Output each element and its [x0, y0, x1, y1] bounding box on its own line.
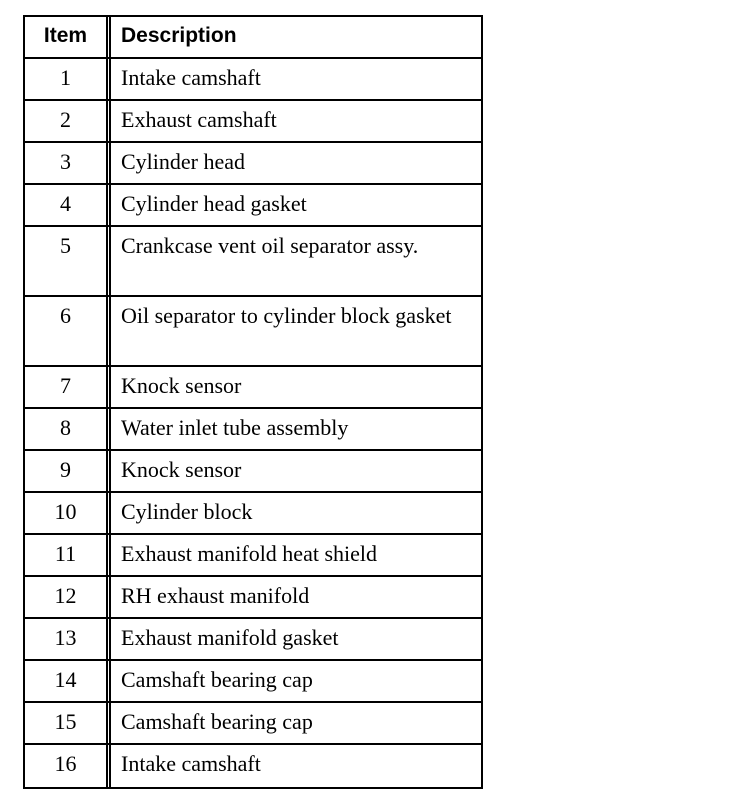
table-row [25, 493, 481, 535]
item-number: 15 [25, 703, 111, 743]
item-description: Oil separator to cylinder block gasket [121, 303, 452, 328]
item-description: Crankcase vent oil separator assy. [121, 233, 419, 258]
table-row [25, 227, 481, 297]
table-row [25, 143, 481, 185]
item-number: 10 [25, 493, 111, 533]
item-number: 2 [25, 101, 111, 141]
item-number: 4 [25, 185, 111, 225]
table-row [25, 367, 481, 409]
item-description: Cylinder block [121, 499, 253, 524]
item-description: Intake camshaft [121, 751, 261, 776]
item-description: Cylinder head gasket [121, 191, 307, 216]
item-description: Camshaft bearing cap [121, 709, 313, 734]
table-row [25, 451, 481, 493]
item-column-header: Item [25, 17, 111, 57]
table-row [25, 535, 481, 577]
table-row [25, 577, 481, 619]
parts-table [23, 15, 483, 789]
table-row [25, 297, 481, 367]
table-header-row [25, 17, 481, 59]
table-row [25, 745, 481, 787]
item-number: 8 [25, 409, 111, 449]
item-number: 3 [25, 143, 111, 183]
item-description: Exhaust camshaft [121, 107, 277, 132]
item-description: Intake camshaft [121, 65, 261, 90]
table-row [25, 409, 481, 451]
item-description: RH exhaust manifold [121, 583, 310, 608]
item-number: 14 [25, 661, 111, 701]
item-number: 6 [25, 297, 111, 365]
table-row [25, 619, 481, 661]
table-row [25, 661, 481, 703]
item-description: Knock sensor [121, 457, 242, 482]
item-description: Exhaust manifold gasket [121, 625, 339, 650]
table-row [25, 185, 481, 227]
item-number: 9 [25, 451, 111, 491]
item-description: Water inlet tube assembly [121, 415, 349, 440]
description-column-header: Description [121, 24, 237, 47]
item-number: 11 [25, 535, 111, 575]
item-number: 16 [25, 745, 111, 787]
item-description: Exhaust manifold heat shield [121, 541, 377, 566]
table-row [25, 59, 481, 101]
item-number: 7 [25, 367, 111, 407]
item-number: 12 [25, 577, 111, 617]
item-number: 1 [25, 59, 111, 99]
item-number: 13 [25, 619, 111, 659]
item-description: Cylinder head [121, 149, 246, 174]
table-row [25, 101, 481, 143]
item-description: Camshaft bearing cap [121, 667, 313, 692]
item-number: 5 [25, 227, 111, 295]
item-description: Knock sensor [121, 373, 242, 398]
table-row [25, 703, 481, 745]
